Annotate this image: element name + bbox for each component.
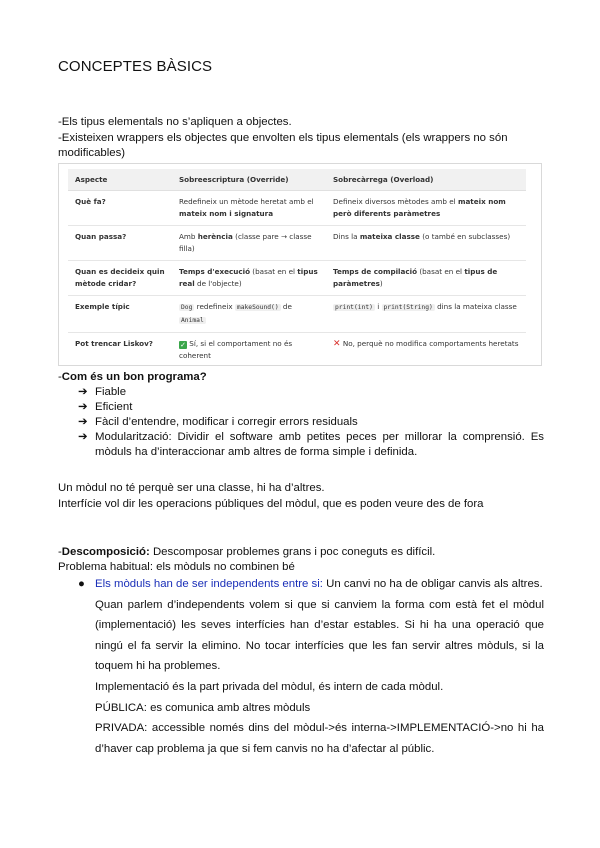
table-cell: ✓ Sí, si el comportament no és coherent — [179, 339, 293, 360]
paragraph: PRIVADA: accessible només dins del mòdul->és interna->IMPLEMENTACIÓ->no hi ha d’haver cap problema ja que si fem canvis no ha d’afectar al públic. — [95, 722, 544, 755]
table-cell: Dog redefineix makeSound() de Animal — [172, 296, 326, 333]
cross-icon: ✕ — [333, 339, 341, 349]
table-cell: Temps de compilació (basat en el tipus de paràmetres) — [326, 261, 526, 296]
modul-line-2: Interfície vol dir les operacions públiques del mòdul, que es poden veure des de fora — [58, 498, 484, 510]
row-label: Quan passa? — [68, 226, 172, 261]
paragraph: Implementació és la part privada del mòdul, és intern de cada mòdul. — [95, 680, 444, 693]
row-label: Què fa? — [68, 191, 172, 226]
table-row — [68, 333, 526, 368]
table-cell: Dins la mateixa classe (o també en subclasses) — [326, 226, 526, 261]
table-header: Sobreescriptura (Override) — [172, 169, 326, 191]
comparison-table-image — [58, 163, 542, 366]
code-snippet: print(String) — [383, 304, 433, 311]
arrow-right-icon: ➔ — [78, 431, 88, 443]
descomposicio-heading: -Descomposició: Descomposar problemes grans i poc coneguts es difícil. — [58, 546, 436, 558]
table-header-row — [68, 169, 526, 191]
table-row — [68, 261, 526, 296]
bullet-icon: ● — [78, 578, 85, 590]
program-list — [78, 385, 544, 460]
bullet-first-paragraph: Els mòduls han de ser independents entre si: Un canvi no ha de obligar canvis als altres. — [95, 578, 543, 590]
table-row — [68, 296, 526, 333]
list-item: ➔ Fiable — [78, 386, 127, 398]
list-item: ➔ Eficient — [78, 401, 133, 413]
intro-line-2: -Existeixen wrappers els objectes que envolten els tipus elementals (els wrappers no són modificables) — [58, 132, 508, 159]
arrow-right-icon: ➔ — [78, 416, 88, 428]
descomposicio-bullet — [78, 574, 544, 759]
problem-line: Problema habitual: els mòduls no combinen bé — [58, 561, 295, 573]
table-row — [68, 191, 526, 226]
comparison-table — [68, 169, 526, 367]
row-label: Pot trencar Liskov? — [75, 339, 153, 348]
code-snippet: Animal — [181, 317, 204, 324]
table-row — [68, 226, 526, 261]
table-cell: Defineix diversos mètodes amb el mateix nom però diferents paràmetres — [326, 191, 526, 226]
table-cell: Amb herència (classe pare → classe filla) — [172, 226, 326, 261]
arrow-right-icon: ➔ — [78, 401, 88, 413]
row-label: Quan es decideix quin mètode cridar? — [68, 261, 172, 296]
row-label: Exemple típic — [68, 296, 172, 333]
modul-line-1: Un mòdul no té perquè ser una classe, hi ha d’altres. — [58, 482, 325, 494]
table-cell: print(int) i print(String) dins la mateixa classe — [326, 296, 526, 333]
program-heading: -Com és un bon programa? — [58, 371, 207, 383]
table-cell: Temps d'execució (basat en el tipus real de l'objecte) — [172, 261, 326, 296]
list-item: ➔ Modularització: Dividir el software amb petites peces per millorar la comprensió. Es mòduls ha d’interaccionar amb altres de forma simple i definida. — [78, 431, 544, 458]
table-header: Aspecte — [68, 169, 172, 191]
page-title: CONCEPTES BÀSICS — [58, 58, 213, 75]
table-cell: ✕ No, perquè no modifica comportaments heretats — [333, 339, 519, 349]
table-header: Sobrecàrrega (Overload) — [326, 169, 526, 191]
intro-line-1: -Els tipus elementals no s’apliquen a objectes. — [58, 116, 292, 128]
code-snippet: Dog — [181, 304, 193, 311]
arrow-right-icon: ➔ — [78, 386, 88, 398]
code-snippet: makeSound() — [236, 304, 279, 311]
paragraph: Quan parlem d’independents volem si que si canviem la forma com està fet el mòdul (implementació) les seves interfícies han d’estar estables. Si hi ha una operació que ningú el fa servir la elimino. No tocar interfícies que les fan servir altres mòduls, si la toquem hi ha problemes. — [95, 598, 544, 673]
table-cell: Redefineix un mètode heretat amb el mateix nom i signatura — [172, 191, 326, 226]
paragraph: PÚBLICA: es comunica amb altres mòduls — [95, 701, 311, 714]
check-icon: ✓ — [180, 341, 186, 349]
list-item: ➔ Fàcil d’entendre, modificar i corregir errors residuals — [78, 416, 358, 428]
code-snippet: print(int) — [335, 304, 373, 311]
